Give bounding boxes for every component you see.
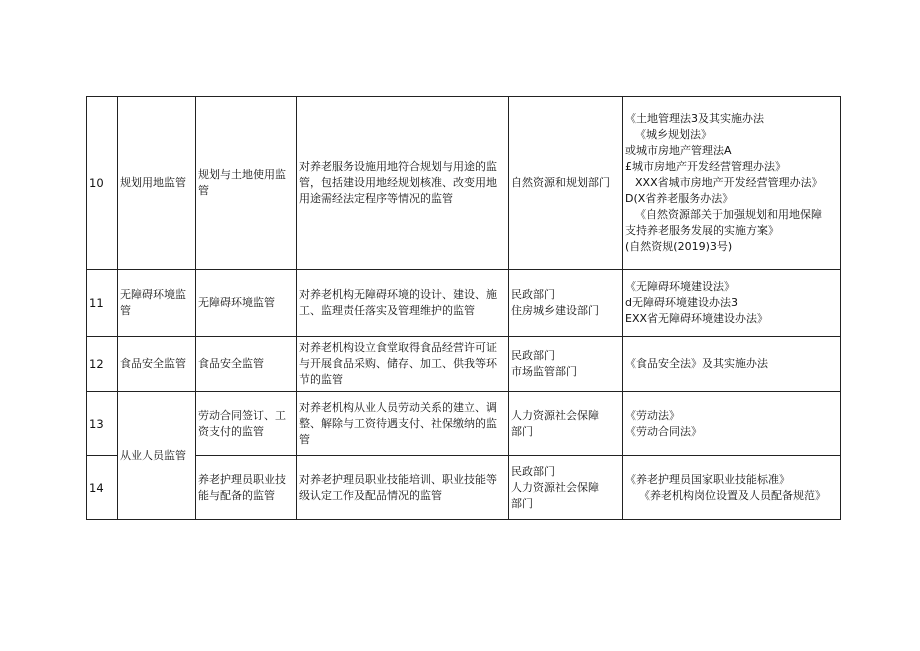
department-line: 住房城乡建设部门 — [511, 304, 599, 317]
basis-cell — [623, 392, 841, 456]
basis-line: 《城乡规划法》 — [635, 128, 712, 141]
basis-line: EXX省无障碍环境建设办法》 — [625, 312, 769, 325]
basis-line: 《劳动法》 — [625, 408, 680, 422]
department-line: 民政部门 — [511, 349, 555, 362]
basis-line: 《无障碍环境建设法》 — [625, 280, 735, 293]
basis-line: £城市房地产开发经营管理办法》 — [625, 160, 786, 173]
basis-cell — [623, 270, 841, 337]
department-cell — [509, 392, 623, 456]
basis-line: 《养老护理员国家职业技能标准》 — [625, 472, 790, 486]
basis-line: (自然资规(2019)3号) — [625, 240, 733, 253]
category-cell: 规划用地监管 — [118, 97, 196, 270]
basis-line: d无障碍环境建设办法3 — [625, 296, 738, 309]
department-line: 民政部门 — [511, 464, 555, 478]
table-row — [87, 270, 841, 337]
content-cell: 对养老机构从业人员劳动关系的建立、调整、解除与工资待遇支付、社保缴纳的监管 — [297, 392, 509, 456]
basis-line: 或城市房地产管理法A — [625, 144, 732, 157]
basis-line: D(X省养老服务办法》 — [625, 192, 734, 205]
content-cell: 对养老机构无障碍环境的设计、建设、施工、监理责任落实及管理维护的监管 — [297, 270, 509, 337]
content-cell: 对养老服务设施用地符合规划与用途的监管，包括建设用地经规划核准、改变用地用途需经法定程序等情况的监管 — [297, 97, 509, 270]
department-line: 民政部门 — [511, 288, 555, 301]
basis-line: 支持养老服务发展的实施方案》 — [625, 224, 779, 237]
department-cell: 自然资源和规划部门 — [509, 97, 623, 270]
content-cell: 对养老机构设立食堂取得食品经营许可证与开展食品采购、储存、加工、供我等环节的监管 — [297, 337, 509, 392]
row-number: 10 — [87, 97, 118, 270]
department-line: 部门 — [511, 424, 533, 438]
department-line: 市场监管部门 — [511, 365, 577, 378]
table-row — [87, 337, 841, 392]
department-cell — [509, 456, 623, 520]
department-cell — [509, 337, 623, 392]
item-cell: 食品安全监管 — [196, 337, 297, 392]
department-cell — [509, 270, 623, 337]
table-row — [87, 456, 841, 520]
basis-line: 《自然资源部关于加强规划和用地保障 — [635, 208, 822, 221]
item-cell: 规划与土地使用监管 — [196, 97, 297, 270]
item-cell: 劳动合同签订、工资支付的监管 — [196, 392, 297, 456]
regulation-table — [86, 96, 841, 520]
basis-line: 《土地管理法3及其实施办法 — [625, 112, 764, 125]
row-number: 12 — [87, 337, 118, 392]
basis-line: XXX省城市房地产开发经营管理办法》 — [635, 176, 823, 189]
basis-cell — [623, 97, 841, 270]
basis-line: 《养老机构岗位设置及人员配备规范》 — [639, 488, 826, 502]
category-cell: 无障碍环境监管 — [118, 270, 196, 337]
item-cell: 养老护理员职业技能与配备的监管 — [196, 456, 297, 520]
department-line: 人力资源社会保障 — [511, 408, 599, 422]
item-cell: 无障碍环境监管 — [196, 270, 297, 337]
department-line: 人力资源社会保障 — [511, 480, 599, 494]
row-number: 14 — [87, 456, 118, 520]
basis-line: 《劳动合同法》 — [625, 424, 702, 438]
basis-line: 《食品安全法》及其实施办法 — [625, 357, 768, 370]
table-row — [87, 392, 841, 456]
row-number: 13 — [87, 392, 118, 456]
basis-cell — [623, 337, 841, 392]
row-number: 11 — [87, 270, 118, 337]
content-cell: 对养老护理员职业技能培训、职业技能等级认定工作及配品情况的监管 — [297, 456, 509, 520]
table-row — [87, 97, 841, 270]
department-line: 部门 — [511, 496, 533, 510]
category-cell: 从业人员监管 — [118, 392, 196, 520]
category-cell: 食品安全监管 — [118, 337, 196, 392]
basis-cell — [623, 456, 841, 520]
